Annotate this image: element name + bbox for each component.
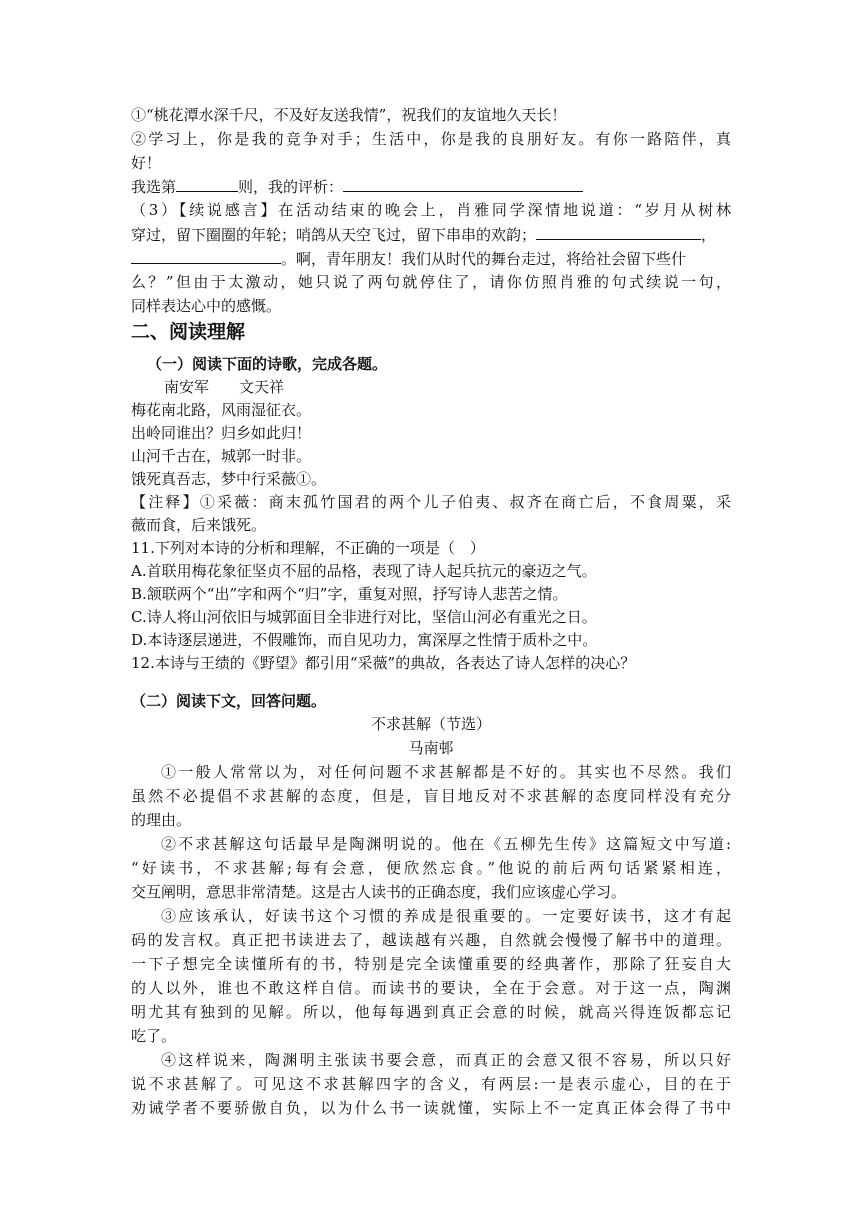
prose-line: 吃了。 bbox=[131, 1027, 177, 1045]
prose-instruction: （二）阅读下文，回答问题。 bbox=[131, 692, 327, 710]
prose-line: ②不求甚解这句话最早是陶渊明说的。他在《五柳先生传》这篇短文中写道: bbox=[161, 835, 731, 853]
prose-line: 交互阐明，意思非常清楚。这是古人读书的正确态度，我们应该虚心学习。 bbox=[131, 883, 627, 901]
q3-line-4: 么？”但由于太激动，她只说了两句就停住了，请你仿照肖雅的句式续说一句， bbox=[131, 273, 731, 291]
comment-blank[interactable] bbox=[343, 175, 583, 192]
prose-line: 说不求甚解了。可见这不求甚解四字的含义，有两层:一是表示虚心，目的在于 bbox=[131, 1075, 731, 1093]
prose-line: 虽然不必提倡不求甚解的态度，但是，盲目地反对不求甚解的态度同样没有充分 bbox=[131, 787, 731, 805]
section-heading: 二、阅读理解 bbox=[131, 321, 246, 343]
q11-option-c: C.诗人将山河依旧与城郭面目全非进行对比，坚信山河必有重光之日。 bbox=[131, 608, 597, 626]
q3-line-3-text: 。啊，青年朋友！我们从时代的舞台走过，将给社会留下些什 bbox=[281, 250, 687, 268]
prose-line: “好读书，不求甚解;每有会意，便欣然忘食。”他说的前后两句话紧紧相连， bbox=[131, 859, 731, 877]
continuation-blank-1[interactable] bbox=[536, 223, 701, 240]
poem-line: 饿死真吾志，梦中行采薇①。 bbox=[131, 470, 327, 488]
q3-line-1: （3）【续说感言】在活动结束的晚会上，肖雅同学深情地说道：“岁月从树林 bbox=[131, 201, 731, 219]
prose-line: 劝诫学者不要骄傲自负，以为什么书一读就懂，实际上不一定真正体会得了书中 bbox=[131, 1099, 731, 1117]
prose-line: 码的发言权。真正把书读进去了，越读越有兴趣，自然就会慢慢了解书中的道理。 bbox=[131, 931, 731, 949]
prose-title: 不求甚解（节选） bbox=[370, 715, 491, 733]
prose-line: 明尤其有独到的见解。所以，他每每遇到真正会意的时候，就高兴得连饭都忘记 bbox=[131, 1003, 731, 1021]
question-12: 12.本诗与王绩的《野望》都引用“采薇”的典故，各表达了诗人怎样的决心？ bbox=[131, 654, 636, 672]
prose-author: 马南邨 bbox=[408, 739, 454, 757]
continuation-blank-2[interactable] bbox=[131, 247, 281, 264]
question-11: 11.下列对本诗的分析和理解，不正确的一项是（ ） bbox=[131, 539, 485, 557]
choose-mid: 则，我的评析： bbox=[238, 178, 344, 196]
poem-line: 出岭同谁出？归乡如此归！ bbox=[131, 424, 312, 442]
poem-line: 梅花南北路，风雨湿征衣。 bbox=[131, 401, 312, 419]
choose-line bbox=[131, 175, 731, 197]
q3-line-2-end: ， bbox=[701, 226, 717, 244]
number-blank[interactable] bbox=[176, 175, 238, 192]
poem-title-author: 南安军 文天祥 bbox=[164, 378, 285, 396]
q3-line-2-text: 穿过，留下圈圈的年轮；哨鸽从天空飞过，留下串串的欢韵； bbox=[131, 226, 537, 244]
q11-option-d: D.本诗逐层递进，不假雕饰，而自见功力，寓深厚之性情于质朴之中。 bbox=[131, 631, 598, 649]
q11-option-b: B.颔联两个“出”字和两个“归”字，重复对照，抒写诗人悲苦之情。 bbox=[131, 585, 568, 603]
note-line-2: 薇而食，后来饿死。 bbox=[131, 516, 267, 534]
prose-line: ④这样说来，陶渊明主张读书要会意，而真正的会意又很不容易，所以只好 bbox=[161, 1051, 731, 1069]
note-line-1: 【注释】①采薇：商末孤竹国君的两个儿子伯夷、叔齐在商亡后，不食周粟，采 bbox=[131, 493, 731, 511]
prose-line: ③应该承认，好读书这个习惯的养成是很重要的。一定要好读书，这才有起 bbox=[161, 907, 731, 925]
poem-line: 山河千古在，城郭一时非。 bbox=[131, 447, 312, 465]
option-2-line-2: 好！ bbox=[131, 154, 162, 172]
q11-option-a: A.首联用梅花象征坚贞不屈的品格，表现了诗人起兵抗元的豪迈之气。 bbox=[131, 562, 597, 580]
q3-line-5: 同样表达心中的感慨。 bbox=[131, 297, 282, 315]
prose-line: 的理由。 bbox=[131, 811, 192, 829]
prose-line: 的人以外，谁也不敢这样自信。而读书的要诀，全在于会意。对于这一点，陶渊 bbox=[131, 979, 731, 997]
poem-instruction: （一）阅读下面的诗歌，完成各题。 bbox=[147, 355, 388, 373]
prose-line: 一下子想完全读懂所有的书，特别是完全读懂重要的经典著作，那除了狂妄自大 bbox=[131, 955, 731, 973]
q3-line-2 bbox=[131, 223, 731, 245]
option-2-line-1: ②学习上，你是我的竞争对手；生活中，你是我的良朋好友。有你一路陪伴，真 bbox=[131, 130, 731, 148]
choose-prefix: 我选第 bbox=[131, 178, 177, 196]
q3-line-3 bbox=[131, 247, 731, 269]
option-1: ①“桃花潭水深千尺，不及好友送我情”，祝我们的友谊地久天长！ bbox=[131, 106, 567, 124]
prose-line: ①一般人常常以为，对任何问题不求甚解都是不好的。其实也不尽然。我们 bbox=[161, 763, 731, 781]
